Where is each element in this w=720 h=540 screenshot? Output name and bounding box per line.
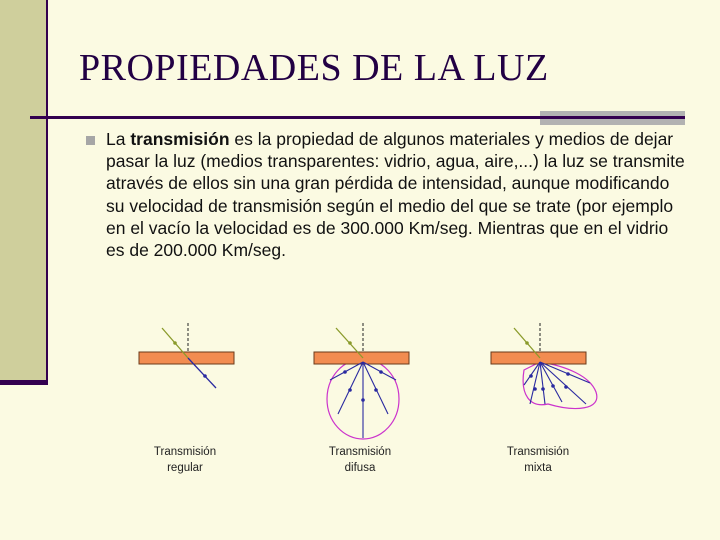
incident-ray-dot <box>525 341 529 345</box>
mixed-rays <box>524 362 590 404</box>
caption-diffuse-line1: Transmisión <box>328 446 392 458</box>
caption-diffuse-line2: difusa <box>344 462 376 474</box>
caption-regular-line1: Transmisión <box>153 446 217 458</box>
medium-slab <box>139 352 234 364</box>
caption-regular-line2: regular <box>167 462 203 474</box>
caption-mixed <box>478 444 598 476</box>
bullet-prefix: La <box>106 129 131 149</box>
caption-regular <box>125 444 245 476</box>
transmitted-ray-dot <box>203 374 207 378</box>
incident-ray-dot <box>348 341 352 345</box>
diagram-diffuse <box>314 323 409 439</box>
incident-ray-dot <box>173 341 177 345</box>
bullet-term: transmisión <box>130 129 230 149</box>
caption-mixed-line1: Transmisión <box>506 446 570 458</box>
diagram-regular <box>139 323 234 388</box>
medium-slab <box>491 352 586 364</box>
bullet-body: es la propiedad de algunos materiales y medios de dejar pasar la luz (medios transparentes: vidrio, agua, aire,...) la luz se transmite através de ellos sin una gran pérdida de intensidad, aunque modificando su velocidad de transmisión según el medio del que se trate (por ejemplo en el vacío la velocidad es de 300.000 Km/seg. Mientras que en el vidrio es de 200.000 Km/seg. <box>106 129 685 261</box>
caption-mixed-line2: mixta <box>524 462 552 474</box>
diagram-mixed <box>491 323 597 408</box>
caption-diffuse <box>300 444 420 476</box>
slide-title: PROPIEDADES DE LA LUZ <box>79 47 549 89</box>
